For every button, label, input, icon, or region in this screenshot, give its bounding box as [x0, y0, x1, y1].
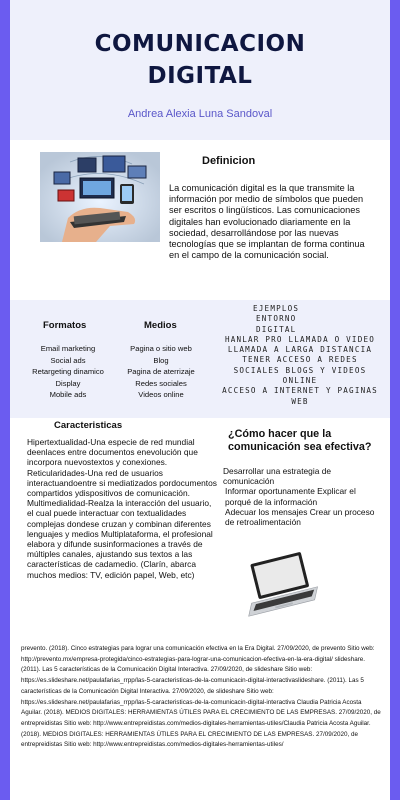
como-list [223, 466, 383, 527]
references-text: prevento. (2018). Cinco estrategias para lograr una comunicación efectiva en la Era Digital. 27/09/2020, de prevento Sitio web: http://prevento.mx/empresa-protegida/cinco-estrategias-para-lograr-una-comunicacion-efectiva-en-la-era-digital/ slideshare. (2011). Las 5 características de la Comunicación Digital Interactiva. 27/09/2020, de slideshare Sitio web: https://es.slideshare.net/paulafarias_rrpp/las-5-caracteristicas-de-la-comunicacin-digital-interactivaslideshare. (2011). Las 5 características de la Comunicación Digital Interactiva. 27/09/2020, de slideshare Sitio web: https://es.slideshare.net/paulafarias_rrpp/las-5-caracteristicas-de-la-comunicacin-digital-interactiva Claudia Patricia Acosta Aguilar. (2018). MEDIOS DIGITALES: HERRAMIENTAS ÚTILES PARA EL CRECIMIENTO DE LAS EMPRESAS. 27/09/2020, de entrepreidistas Sitio web: http://www.entrepreidistas.com/medios-digitales-herramientas-utiles/Claudia Patricia Acosta Aguilar. (2018). MEDIOS DIGITALES: HERRAMIENTAS ÚTILES PARA EL CRECIMIENTO DE LAS EMPRESAS. 27/09/2020, de entrepreidistas Sitio web: http://www.entrepreidistas.com/medios-digitales-herramientas-utiles/ [21, 645, 381, 749]
medios-title: Medios [144, 320, 177, 331]
list-item: Display [55, 378, 81, 388]
formatos-medios-section [10, 300, 390, 418]
list-item: Pagina o sitio web [130, 344, 192, 353]
como-title: ¿Cómo hacer que la comunicación sea efectiva? [228, 428, 372, 453]
definicion-section [10, 140, 390, 300]
ejemplos-heading-1: EJEMPLOS [253, 304, 300, 313]
formatos-list [23, 343, 113, 401]
ejemplos-block [210, 304, 390, 407]
list-item: Videos online [138, 390, 184, 400]
page-title [10, 0, 390, 92]
ejemplos-heading-2: ENTORNO [256, 314, 297, 324]
header-section [10, 0, 390, 140]
caracteristicas-section [10, 418, 390, 800]
list-item: Retargeting dinamico [32, 367, 104, 377]
devices-illustration-icon [40, 152, 160, 242]
title-line-1: COMUNICACION [94, 31, 306, 57]
list-item: Social ads [50, 355, 86, 365]
author-name: Andrea Alexia Luna Sandoval [127, 108, 273, 120]
infographic-page [10, 0, 390, 800]
list-item: SOCIALES BLOGS Y VIDEOS [233, 365, 367, 375]
formatos-title: Formatos [43, 320, 87, 331]
list-item: TENER ACCESO A REDES [242, 355, 358, 365]
list-item: Email marketing [40, 344, 96, 353]
medios-list [116, 343, 206, 401]
ejemplos-heading-3: DIGITAL [256, 324, 297, 334]
list-item: ONLINE [282, 376, 318, 386]
list-item: ACCESO A INTERNET Y PAGINAS [222, 386, 378, 396]
definicion-title: Definicion [202, 155, 256, 167]
list-item: Desarrollar una estrategia de comunicación [223, 466, 332, 487]
definicion-text: La comunicación digital es la que transmite la información por medio de símbolos que pueden ser escritos o lingüísticos. Las comunicaciones digitales han evolucionado diariamente en la sociedad, desarrollándose por las nuevas tecnologías que se implantan de forma continua en el campo de la comunicación social. [169, 183, 365, 261]
laptop-icon [234, 550, 324, 620]
list-item: Informar oportunamente Explicar el porqué de la información [225, 486, 356, 507]
list-item: Redes sociales [135, 378, 187, 388]
list-item: Adecuar los mensajes Crear un proceso de retroalimentación [225, 506, 375, 528]
caracteristicas-title: Caracteristicas [54, 420, 123, 431]
list-item: HANLAR PRO LLAMADA O VIDEO [224, 334, 376, 344]
title-line-2: DIGITAL [147, 63, 253, 89]
list-item: Pagina de aterrizaje [127, 367, 195, 377]
caracteristicas-text: Hipertextualidad-Una especie de red mundial deenlaces entre documentos enevolución que incorpora nuevostextos y conexiones. Reticularidades-Una red de usuarios interactuandoentre si mediatizados pordocumentos compartidos ydispositivos de comunicación. Multimedialidad-Realza la interacción del usuario, el cual puede interactuar con textualidades complejas dondese cruzan y combinan diferentes lenguajes y medios Multiplataforma, el profesional elabora y difunde susinformaciones a través de múltiples canales, ajustando sus textos a las características de cadamedio. (Clarín, abarca muchos medios: TV, edición papel, Web, etc) [27, 437, 217, 580]
list-item: Blog [153, 355, 169, 365]
list-item: Mobile ads [49, 390, 87, 400]
list-item: WEB [291, 396, 309, 406]
list-item: LLAMADA A LARGA DISTANCIA [227, 345, 373, 355]
